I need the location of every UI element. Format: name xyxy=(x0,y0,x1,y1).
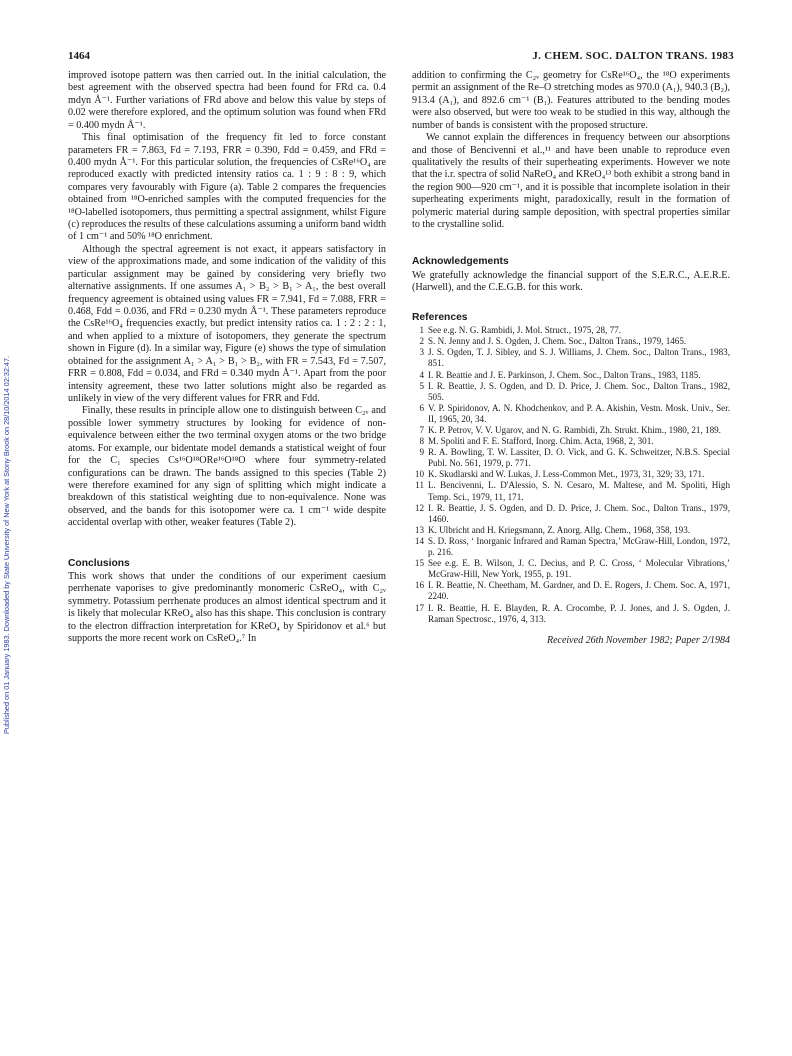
received-date: Received 26th November 1982; Paper 2/1984 xyxy=(546,634,730,646)
reference-number: 1 xyxy=(419,325,424,336)
reference-text: R. A. Bowling, T. W. Lassiter, D. O. Vick, and G. K. Schweitzer, N.B.S. Special Publ. No. 561, 1979, p. 771. xyxy=(428,447,730,469)
acknowledgements-heading: Acknowledgements xyxy=(412,256,509,268)
reference-number: 10 xyxy=(414,469,424,480)
reference-number: 9 xyxy=(419,447,424,458)
body-paragraph: This final optimisation of the frequency fit led to force constant parameters FR = 7.863, Fd = 7.193, FRR = 0.390, Fdd = 0.459, and FRd = 0.400 mydn Å⁻¹. For this particular solution, the frequencies of CsRe¹⁶O₄ are reproduced exactly with predicted intensity ratios ca. 1 : 9 : 8 : 9, which compares very favourably with Figure (a). Table 2 compares the frequencies obtained from ¹⁸O-enriched samples with the computed frequencies for the ¹⁸O-labelled isotopomers, thus permitting a spectral assignment, whilst Figure (c) reproduces the results of these calculations assuming a uniform band width of 1 cm⁻¹ and 50% ¹⁸O enrichment. xyxy=(68,132,387,243)
body-paragraph: Although the spectral agreement is not exact, it appears satisfactory in view of the approximations made, and some indication of the validity of this particular assignment may be gained by considering very briefly two alternative assignments. If one assumes A₁ > B₂ > B₁ > A₁, the best overall frequency agreement is obtained using values FR = 7.941, Fd = 7.088, FRR = 0.468, Fdd = 0.036, and FRd = 0.230 mydn Å⁻¹. These parameters reproduce the CsRe¹⁶O₄ frequencies exactly, but predict intensity ratios ca. 1 : 2 : 2 : 1, and when applied to a mixture of isotopomers, they generate the spectrum shown in Figure (d). In a similar way, Figure (e) shows the type of simulation obtained for the assignment A₁ > A₁ > B₁ > B₂, with FR = 7.543, Fd = 7.507, FRR = 0.808, Fdd = 0.034, and FRd = 0.340 mydn Å⁻¹. Apart from the poor intensity agreement, these two latter solutions might also be regarded as unlikely in view of the very different values for FRR and Fdd. xyxy=(68,243,386,404)
reference-number: 14 xyxy=(414,535,424,546)
reference-number: 5 xyxy=(419,380,424,391)
reference-number: 13 xyxy=(414,524,424,535)
reference-text: I. R. Beattie, N. Cheetham, M. Gardner, and D. E. Rogers, J. Chem. Soc. A, 1971, 2240. xyxy=(428,580,730,602)
reference-text: S. N. Jenny and J. S. Ogden, J. Chem. Soc., Dalton Trans., 1979, 1465. xyxy=(428,336,687,347)
reference-text: I. R. Beattie, H. E. Blayden, R. A. Crocombe, P. J. Jones, and J. S. Ogden, J. Raman Spectrosc., 1976, 4, 313. xyxy=(428,602,730,624)
reference-text: See e.g. E. B. Wilson, J. C. Decius, and P. C. Cross, ‘ Molecular Vibrations,’ McGraw-Hill, New York, 1955, p. 191. xyxy=(428,558,730,580)
reference-item xyxy=(412,425,730,436)
references-list xyxy=(412,325,730,625)
references-heading: References xyxy=(412,311,468,323)
reference-text: I. R. Beattie, J. S. Ogden, and D. D. Price, J. Chem. Soc., Dalton Trans., 1982, 505. xyxy=(428,380,730,402)
right-column xyxy=(412,70,730,647)
reference-text: L. Bencivenni, L. D'Alessio, S. N. Cesaro, M. Maltese, and M. Spoliti, High Temp. Sci., 1979, 11, 171. xyxy=(428,480,730,502)
reference-text: K. Ulbricht and H. Kriegsmann, Z. Anorg. Allg. Chem., 1968, 358, 193. xyxy=(428,524,691,535)
reference-item xyxy=(412,503,730,525)
reference-item xyxy=(412,558,730,580)
reference-number: 17 xyxy=(414,602,424,613)
left-column xyxy=(68,70,386,646)
reference-item xyxy=(412,325,730,336)
reference-text: V. P. Spiridonov, A. N. Khodchenkov, and P. A. Akishin, Vestn. Mosk. Univ., Ser. II, 1965, 20, 34. xyxy=(428,402,730,424)
reference-number: 2 xyxy=(419,336,424,347)
reference-item xyxy=(412,536,730,558)
reference-text: S. D. Ross, ‘ Inorganic Infrared and Raman Spectra,’ McGraw-Hill, London, 1972, p. 216. xyxy=(428,535,730,558)
reference-item xyxy=(412,403,730,425)
reference-number: 12 xyxy=(414,502,424,513)
reference-number: 4 xyxy=(419,369,424,380)
reference-number: 15 xyxy=(414,558,424,569)
page-number: 1464 xyxy=(68,50,90,62)
reference-item xyxy=(412,370,730,381)
reference-text: K. P. Petrov, V. V. Ugarov, and N. G. Rambidi, Zh. Strukt. Khim., 1980, 21, 189. xyxy=(428,425,721,436)
reference-item xyxy=(412,603,730,625)
conclusions-heading: Conclusions xyxy=(68,557,130,569)
reference-number: 16 xyxy=(414,580,424,591)
reference-text: I. R. Beattie and J. E. Parkinson, J. Chem. Soc., Dalton Trans., 1983, 1185. xyxy=(428,369,701,380)
reference-number: 7 xyxy=(419,425,424,436)
reference-item xyxy=(412,580,730,602)
reference-item xyxy=(412,347,730,369)
body-paragraph: improved isotope pattern was then carried out. In the initial calculation, the best agreement with the observed spectra had been found for FRd ca. 0.4 mdyn Å⁻¹. Further variations of FRd above and below this value by steps of 0.02 were therefore explored, and the optimum solution was found when FRd = 0.400 mydn Å⁻¹. xyxy=(68,70,386,131)
reference-number: 6 xyxy=(419,402,424,413)
reference-item xyxy=(412,525,730,536)
body-paragraph: Finally, these results in principle allow one to distinguish between C₂ᵥ and possible lower symmetry structures by looking for evidence of non-equivalence between either the two terminal oxygen atoms or the two bridge atoms. For example, our bidentate model demands a statistical weight of four for the C₁ species Cs¹⁶O¹⁸ORe¹⁶O¹⁸O where four symmetry-related configurations can be drawn. The bands assigned to this species (Table 2) were therefore examined for any sign of splitting which might indicate a breakdown of this statistical weighting due to non-equivalence. None was observed, and the bands for this isotopomer were ca. 1 cm⁻¹ wide despite accidental overlap with other, weaker features (Table 2). xyxy=(68,405,386,529)
reference-item xyxy=(412,480,730,502)
body-paragraph: addition to confirming the C₂ᵥ geometry for CsRe¹⁶O₄, the ¹⁸O experiments permit an assignment of the Re–O stretching modes as 970.0 (A₁), 940.3 (B₂), 913.4 (A₁), and 892.6 cm⁻¹ (B₁). Features attributed to the bending modes were also observed, but were too weak to be studied in this way, although the number of bands is consistent with the proposed structure. xyxy=(412,70,730,131)
acknowledgements-paragraph: We gratefully acknowledge the financial support of the S.E.R.C., A.E.R.E. (Harwell), and the C.E.G.B. for this work. xyxy=(412,269,730,294)
reference-text: See e.g. N. G. Rambidi, J. Mol. Struct., 1975, 28, 77. xyxy=(428,325,621,336)
download-notice: Published on 01 January 1983. Downloaded by State University of New York at Stony Brook on 28/10/2014 02:32:47. xyxy=(2,355,11,735)
reference-item xyxy=(412,436,730,447)
reference-text: J. S. Ogden, T. J. Sibley, and S. J. Williams, J. Chem. Soc., Dalton Trans., 1983, 851. xyxy=(428,347,730,369)
reference-item xyxy=(412,469,730,480)
reference-text: K. Skudlarski and W. Lukas, J. Less-Common Met., 1973, 31, 329; 33, 171. xyxy=(428,469,705,480)
reference-number: 8 xyxy=(419,436,424,447)
reference-number: 11 xyxy=(415,480,424,491)
reference-item xyxy=(412,447,730,469)
reference-text: M. Spoliti and F. E. Stafford, Inorg. Chim. Acta, 1968, 2, 301. xyxy=(428,436,654,447)
reference-number: 3 xyxy=(419,347,424,358)
reference-item xyxy=(412,336,730,347)
reference-item xyxy=(412,381,730,403)
conclusions-paragraph: This work shows that under the conditions of our experiment caesium perrhenate vaporises to give predominantly monomeric CsReO₄, with C₂ᵥ symmetry. Potassium perrhenate produces an almost identical spectrum and it is likely that molecular KReO₄ also has this shape. This conclusion is contrary to the electron diffraction interpretation for KReO₄ by Spiridonov et al.⁶ but supports the more recent work on CsReO₄.⁷ In xyxy=(68,571,386,645)
running-head: J. CHEM. SOC. DALTON TRANS. 1983 xyxy=(532,50,734,62)
reference-text: I. R. Beattie, J. S. Ogden, and D. D. Price, J. Chem. Soc., Dalton Trans., 1979, 1460. xyxy=(428,502,730,524)
body-paragraph: We cannot explain the differences in frequency between our absorptions and those of Bencivenni et al.,¹¹ and have been unable to reproduce even qualitatively the results of their superheating experiments. However we note that the i.r. spectra of solid NaReO₄ and KReO₄¹³ both exhibit a strong band in the region 900—920 cm⁻¹, and it is possible that incomplete isolation in their superheating experiments might, paradoxically, result in the formation of polymeric material during sample deposition, with spectral properties similar to the crystalline solid. xyxy=(412,132,730,231)
